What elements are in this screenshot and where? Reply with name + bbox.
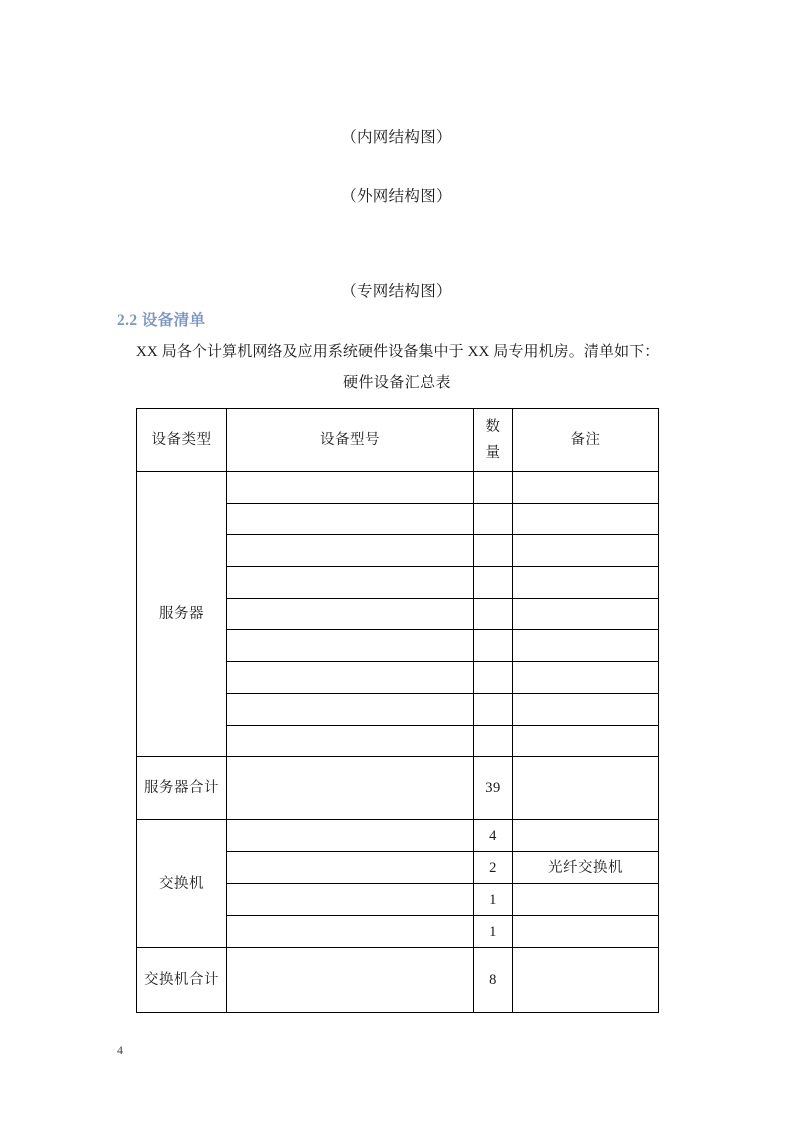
category-cell-server-total: 服务器合计	[137, 757, 227, 820]
cell-quantity	[474, 630, 513, 662]
cell-model	[227, 948, 474, 1013]
cell-quantity: 2	[474, 852, 513, 884]
section-heading-equipment-list: 2.2 设备清单	[117, 312, 206, 329]
cell-model	[227, 503, 474, 535]
cell-quantity	[474, 598, 513, 630]
table-header-row	[137, 409, 659, 472]
category-cell-switch: 交换机	[137, 820, 227, 948]
header-cell-remark: 备注	[513, 409, 659, 472]
header-cell-device-type: 设备类型	[137, 409, 227, 472]
cell-remark	[513, 662, 659, 694]
table-title: 硬件设备汇总表	[343, 375, 451, 391]
header-cell-quantity	[474, 409, 513, 472]
cell-model	[227, 567, 474, 599]
table-row-switch-total	[137, 948, 659, 1013]
cell-model	[227, 820, 474, 852]
cell-model	[227, 884, 474, 916]
cell-remark	[513, 567, 659, 599]
cell-remark	[513, 757, 659, 820]
cell-remark	[513, 884, 659, 916]
figure-caption-internal-network: （内网结构图）	[341, 129, 452, 146]
body-paragraph: XX 局各个计算机网络及应用系统硬件设备集中于 XX 局专用机房。清单如下：	[136, 344, 660, 360]
cell-remark	[513, 725, 659, 757]
cell-quantity: 1	[474, 884, 513, 916]
cell-model	[227, 852, 474, 884]
category-cell-switch-total: 交换机合计	[137, 948, 227, 1013]
cell-model	[227, 535, 474, 567]
cell-remark	[513, 916, 659, 948]
cell-quantity-total: 8	[474, 948, 513, 1013]
figure-caption-private-network: （专网结构图）	[341, 283, 452, 300]
table-row-server-total	[137, 757, 659, 820]
cell-model	[227, 916, 474, 948]
cell-remark	[513, 693, 659, 725]
cell-quantity	[474, 725, 513, 757]
header-quantity-line-2: 量	[485, 445, 501, 461]
cell-model	[227, 598, 474, 630]
cell-quantity-total: 39	[474, 757, 513, 820]
cell-remark	[513, 535, 659, 567]
cell-quantity: 1	[474, 916, 513, 948]
cell-model	[227, 630, 474, 662]
hardware-summary-table	[136, 408, 659, 1013]
table-row	[137, 472, 659, 504]
category-cell-server: 服务器	[137, 472, 227, 757]
cell-model	[227, 725, 474, 757]
cell-remark	[513, 820, 659, 852]
cell-model	[227, 472, 474, 504]
cell-quantity	[474, 535, 513, 567]
page-number: 4	[117, 1043, 123, 1057]
figure-caption-external-network: （外网结构图）	[341, 188, 452, 205]
cell-remark	[513, 630, 659, 662]
header-cell-device-model: 设备型号	[227, 409, 474, 472]
header-quantity-line-1: 数	[485, 419, 501, 435]
cell-remark	[513, 598, 659, 630]
table-row	[137, 820, 659, 852]
cell-model	[227, 693, 474, 725]
cell-remark: 光纤交换机	[513, 852, 659, 884]
cell-quantity	[474, 662, 513, 694]
cell-quantity	[474, 503, 513, 535]
cell-remark	[513, 948, 659, 1013]
cell-remark	[513, 503, 659, 535]
cell-quantity: 4	[474, 820, 513, 852]
cell-remark	[513, 472, 659, 504]
cell-quantity	[474, 693, 513, 725]
cell-model	[227, 757, 474, 820]
cell-model	[227, 662, 474, 694]
cell-quantity	[474, 472, 513, 504]
cell-quantity	[474, 567, 513, 599]
